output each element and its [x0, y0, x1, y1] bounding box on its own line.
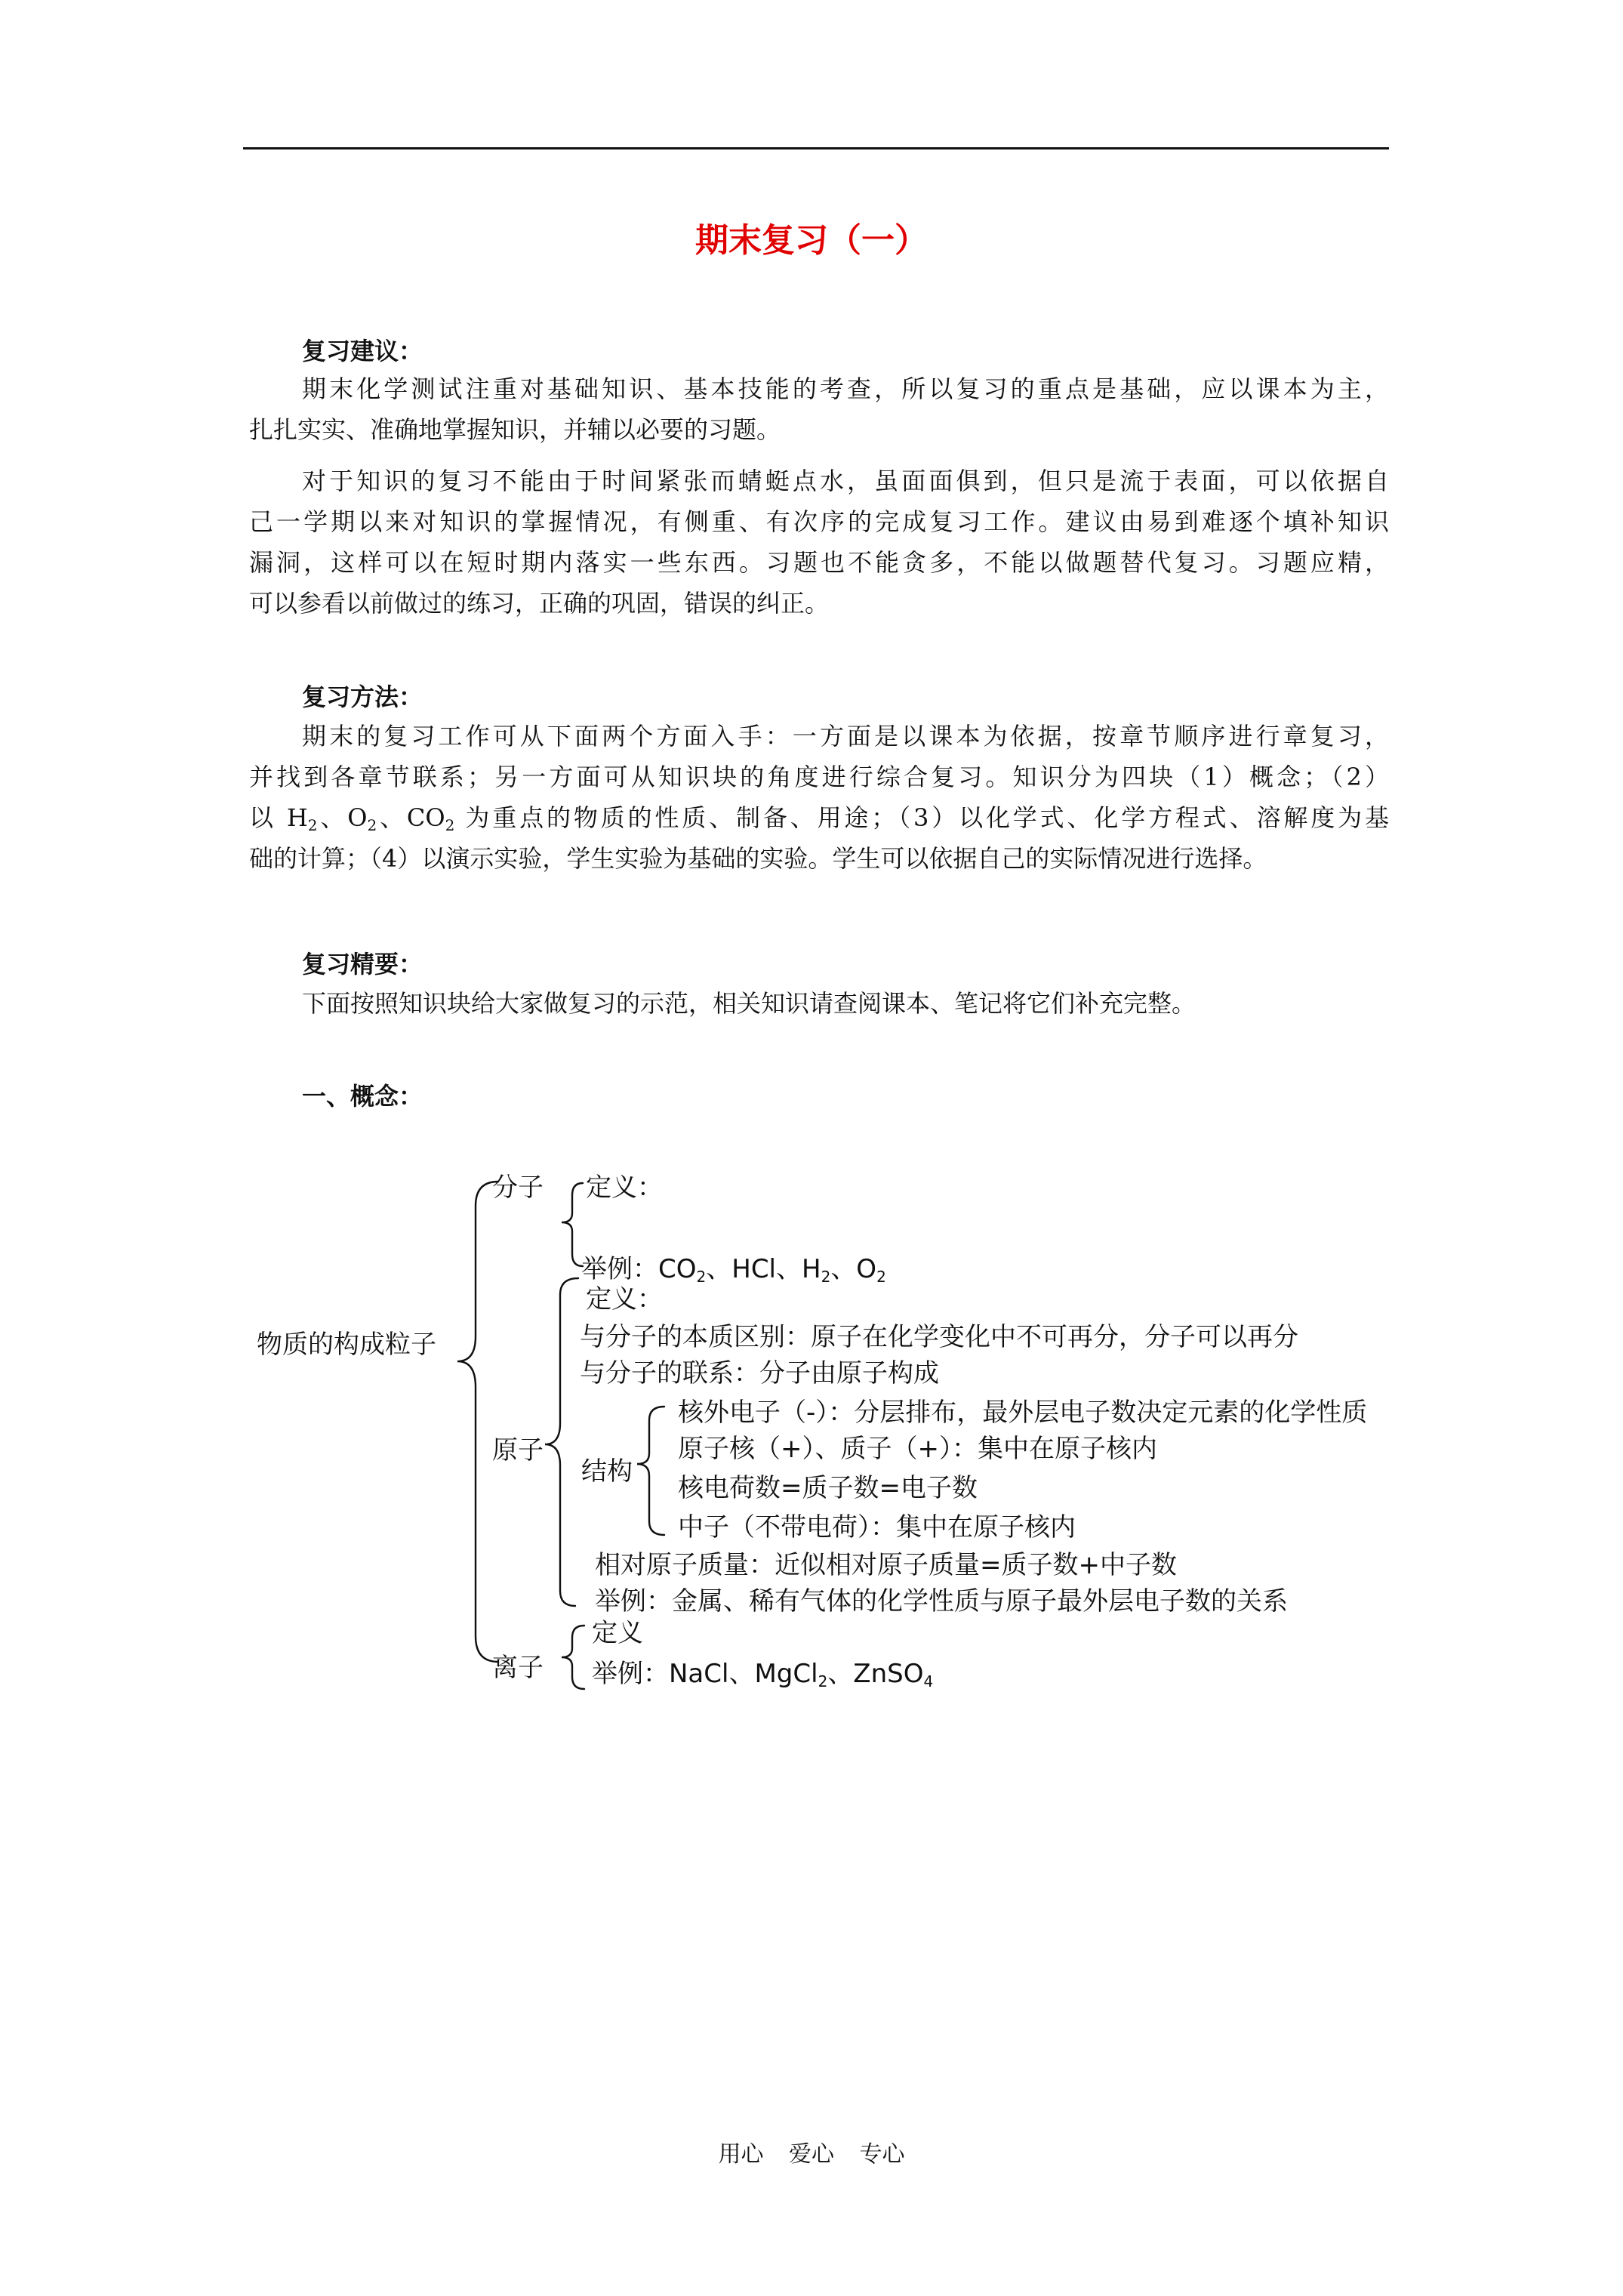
structure-brace	[637, 1407, 664, 1535]
text-line: 扎扎实实、准确地掌握知识，并辅以必要的习题。	[249, 415, 781, 444]
structure-item: 原子核（+）、质子（+）：集中在原子核内	[678, 1434, 1157, 1464]
section-heading-method: 复习方法：	[302, 683, 423, 711]
atom-relative-mass: 相对原子质量：近似相对原子质量=质子数+中子数	[595, 1550, 1177, 1580]
text-line: 并找到各章节联系；另一方面可从知识块的角度进行综合复习。知识分为四块（1）概念；（2）	[249, 763, 1389, 791]
atom-brace	[545, 1278, 578, 1606]
molecule-brace	[562, 1183, 583, 1266]
molecule-example: 举例：$CO_2$、HCl、$H_2$、$O_2$	[581, 1254, 886, 1286]
atom-essential-difference: 与分子的本质区别：原子在化学变化中不可再分，分子可以再分	[580, 1322, 1298, 1352]
text-line: 础的计算；（4）以演示实验，学生实验为基础的实验。学生可以依据自己的实际情况进行选择。	[249, 844, 1267, 873]
structure-item: 核外电子（-）：分层排布，最外层电子数决定元素的化学性质	[678, 1398, 1368, 1428]
text-line: 对于知识的复习不能由于时间紧张而蜻蜓点水，虽面面俱到，但只是流于表面，可以依据自	[302, 467, 1389, 495]
ion-brace	[562, 1626, 584, 1689]
text-line: 下面按照知识块给大家做复习的示范，相关知识请查阅课本、笔记将它们补充完整。	[302, 989, 1196, 1018]
node-structure: 结构	[581, 1456, 633, 1487]
method-paragraph	[249, 716, 1389, 879]
suggestion-paragraph-1	[249, 368, 1389, 450]
text-line: 己一学期以来对知识的掌握情况，有侧重、有次序的完成复习工作。建议由易到难逐个填补知识	[249, 507, 1389, 536]
structure-item: 中子（不带电荷）：集中在原子核内	[678, 1512, 1076, 1542]
header-rule	[243, 147, 1389, 149]
text-line-with-formulas: 以 $H_2$、$O_2$、$CO_2$ 为重点的物质的性质、制备、用途；（3）以化学式、化学方程式、溶解度为基	[249, 803, 1389, 834]
section-heading-essentials: 复习精要：	[302, 950, 423, 978]
atom-example: 举例：金属、稀有气体的化学性质与原子最外层电子数的关系	[595, 1586, 1288, 1616]
molecule-definition: 定义：	[586, 1173, 663, 1203]
section-heading-concepts: 一、概念：	[302, 1082, 423, 1111]
root-brace	[457, 1182, 498, 1662]
node-molecule: 分子	[492, 1173, 544, 1203]
atom-relation: 与分子的联系：分子由原子构成	[580, 1358, 939, 1388]
node-root: 物质的构成粒子	[257, 1330, 436, 1360]
page-title: 期末复习（一）	[695, 221, 928, 260]
page-footer: 用心 爱心 专心	[718, 2141, 905, 2168]
essentials-paragraph	[249, 983, 1389, 1024]
ion-definition: 定义	[592, 1618, 643, 1648]
section-heading-suggestion: 复习建议：	[302, 337, 423, 365]
structure-item: 核电荷数=质子数=电子数	[678, 1473, 978, 1503]
ion-example: 举例：NaCl、MgCl$_2$、ZnSO$_4$	[592, 1659, 934, 1690]
text-line: 期末化学测试注重对基础知识、基本技能的考查，所以复习的重点是基础，应以课本为主，	[302, 374, 1389, 403]
concept-tree-diagram	[249, 1166, 1472, 1710]
text-line: 期末的复习工作可从下面两个方面入手：一方面是以课本为依据，按章节顺序进行章复习，	[302, 722, 1389, 750]
suggestion-paragraph-2	[249, 461, 1389, 624]
atom-definition: 定义：	[586, 1284, 663, 1314]
text-line: 漏洞，这样可以在短时期内落实一些东西。习题也不能贪多，不能以做题替代复习。习题应精，	[249, 548, 1389, 577]
text-line: 可以参看以前做过的练习，正确的巩固，错误的纠正。	[249, 589, 830, 618]
node-atom: 原子	[492, 1435, 544, 1465]
node-ion: 离子	[492, 1653, 544, 1683]
